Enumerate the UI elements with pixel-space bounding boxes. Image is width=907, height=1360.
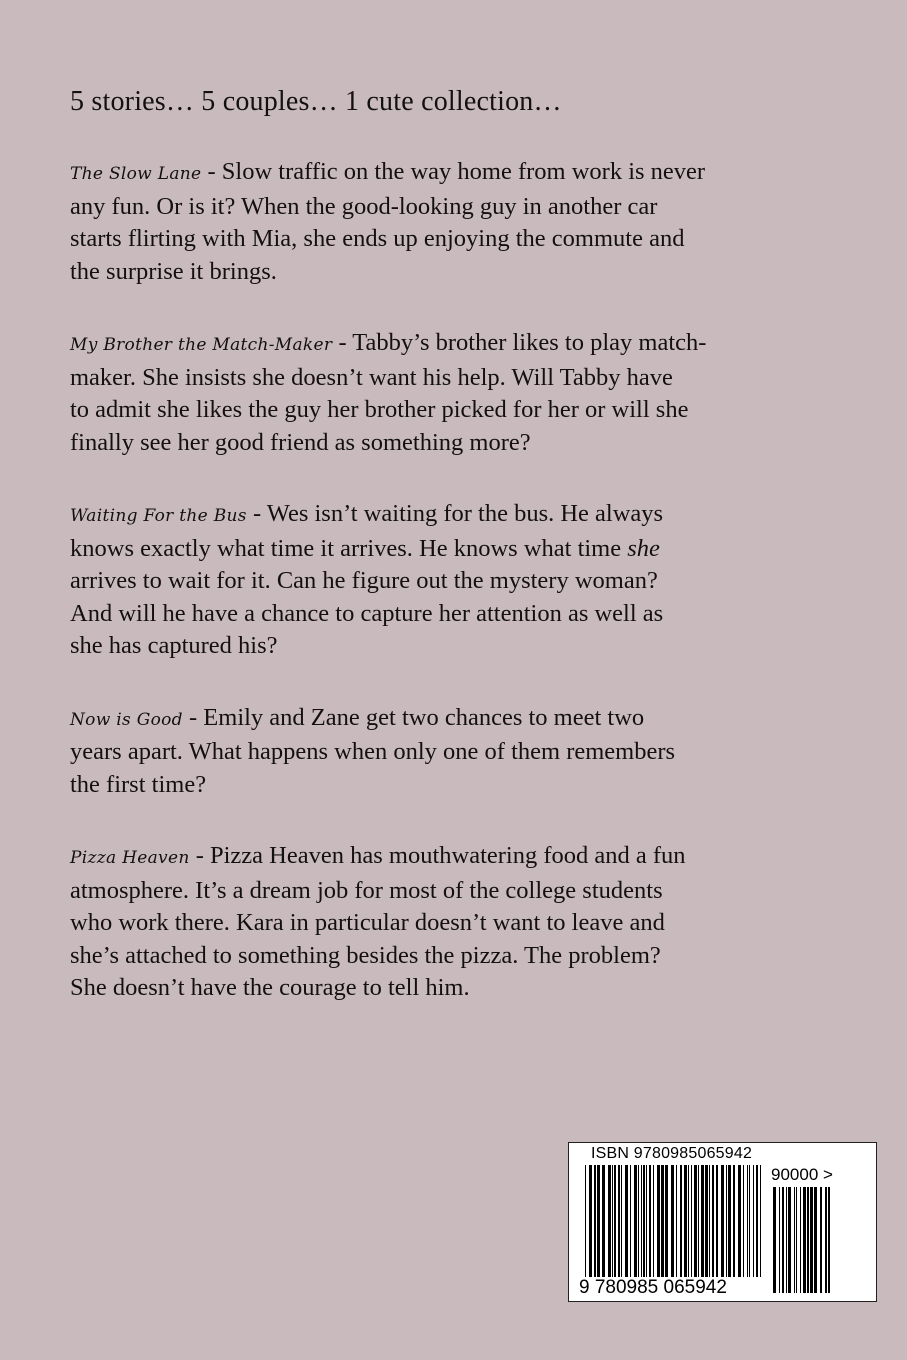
barcode-bar	[782, 1187, 784, 1293]
barcode-bar	[698, 1165, 699, 1283]
story-now-is-good	[70, 702, 850, 802]
story-line: She doesn’t have the courage to tell him.	[70, 974, 470, 1001]
barcode-bar	[676, 1165, 677, 1283]
story-line: And will he have a chance to capture her attention as well as	[70, 599, 664, 627]
barcode-bar	[684, 1165, 687, 1283]
barcode-bar	[597, 1165, 600, 1283]
barcode-bar	[747, 1165, 748, 1283]
separator: -	[182, 703, 204, 731]
barcode-bar	[709, 1165, 710, 1283]
barcode-bar	[638, 1165, 639, 1283]
barcode-bar	[665, 1165, 668, 1283]
barcode-bar	[630, 1165, 631, 1283]
barcode-bar	[614, 1165, 616, 1283]
story-pizza-heaven	[70, 840, 850, 1005]
story-title: Pizza Heaven	[70, 848, 190, 868]
barcode-bar	[625, 1165, 628, 1283]
barcode-bar	[705, 1165, 708, 1283]
story-text: Wes isn’t waiting for the bus. He always	[266, 500, 664, 527]
barcode-bar	[756, 1165, 758, 1283]
story-brother-match-maker	[70, 327, 850, 459]
barcode-bar	[743, 1165, 744, 1283]
barcode-bar	[796, 1187, 797, 1293]
story-line: arrives to wait for it. Can he figure out the mystery woman?	[70, 567, 658, 594]
story-line: she’s attached to something besides the pizza. The problem?	[70, 941, 661, 969]
story-line	[70, 702, 850, 737]
barcode-bar	[694, 1165, 697, 1283]
barcode-bar	[712, 1165, 714, 1283]
barcode-bar	[646, 1165, 647, 1283]
story-text: Emily and Zane get two chances to meet two	[203, 703, 645, 731]
story-title: My Brother the Match-Maker	[70, 335, 333, 355]
story-line: atmosphere. It’s a dream job for most of the college students	[70, 876, 663, 904]
isbn-digits: 9 780985 065942	[579, 1277, 767, 1299]
story-text: Pizza Heaven has mouthwatering food and a fun	[209, 842, 686, 869]
barcode-bar	[701, 1165, 704, 1283]
barcode-bar	[594, 1165, 596, 1283]
barcode-bar	[760, 1165, 761, 1283]
emphasis-text: she	[627, 534, 660, 562]
story-text: Slow traffic on the way home from work is never	[221, 158, 706, 185]
barcode-bar	[716, 1165, 718, 1283]
separator: -	[201, 158, 222, 185]
barcode-bar	[649, 1165, 651, 1283]
barcode-bar	[738, 1165, 741, 1283]
barcode-bar	[779, 1187, 780, 1293]
story-title: The Slow Lane	[70, 164, 202, 184]
barcode-bar	[810, 1187, 813, 1293]
barcode-bar	[828, 1187, 830, 1293]
story-line: starts flirting with Mia, she ends up enjoying the commute and	[70, 225, 685, 252]
story-line	[70, 327, 850, 362]
barcode-bar	[794, 1187, 795, 1293]
barcode-bar	[621, 1165, 622, 1283]
tagline: 5 stories… 5 couples… 1 cute collection…	[70, 86, 562, 117]
story-list	[70, 156, 850, 1044]
barcode-bar	[749, 1165, 750, 1283]
barcode-bar	[671, 1165, 674, 1283]
barcode-bar	[602, 1165, 605, 1283]
barcode-bars	[583, 1165, 763, 1283]
barcode-bar	[800, 1187, 801, 1293]
barcode-bar	[641, 1165, 642, 1283]
barcode-bar	[786, 1187, 787, 1293]
story-line	[70, 156, 850, 191]
barcode-bar	[657, 1165, 660, 1283]
barcode-bar	[653, 1165, 654, 1283]
barcode-bar	[612, 1165, 613, 1283]
story-line: any fun. Or is it? When the good-looking guy in another car	[70, 192, 658, 220]
separator: -	[189, 842, 210, 869]
story-line: she has captured his?	[70, 632, 278, 659]
story-waiting-for-bus	[70, 498, 850, 663]
story-line: who work there. Kara in particular doesn’t want to leave and	[70, 909, 665, 936]
story-title: Now is Good	[70, 709, 183, 730]
separator: -	[332, 329, 353, 356]
separator: -	[246, 500, 267, 527]
barcode-bar	[728, 1165, 731, 1283]
barcode-bar	[814, 1187, 817, 1293]
barcode-bar	[825, 1187, 827, 1293]
price-code: 90000 >	[771, 1165, 833, 1184]
story-line: maker. She insists she doesn’t want his help. Will Tabby have	[70, 363, 673, 391]
barcode-bar	[733, 1165, 735, 1283]
barcode-bar	[618, 1165, 620, 1283]
story-line: finally see her good friend as something more?	[70, 428, 531, 456]
barcode-bar	[807, 1187, 809, 1293]
story-line	[70, 498, 850, 533]
isbn-barcode	[568, 1142, 877, 1302]
barcode-bar	[721, 1165, 724, 1283]
story-line: the surprise it brings.	[70, 257, 277, 285]
barcode-bar	[803, 1187, 806, 1293]
barcode-bar	[726, 1165, 727, 1283]
barcode-bar	[680, 1165, 682, 1283]
story-line	[70, 533, 850, 566]
story-line: years apart. What happens when only one of them remembers	[70, 738, 676, 765]
story-text: Tabby’s brother likes to play match-	[352, 329, 707, 356]
isbn-label: ISBN 9780985065942	[591, 1145, 753, 1162]
barcode-bar	[773, 1187, 776, 1293]
barcode-bar	[691, 1165, 692, 1283]
barcode-bar	[608, 1165, 611, 1283]
barcode-bar	[643, 1165, 645, 1283]
barcode-bar	[753, 1165, 754, 1283]
barcode-bar	[589, 1165, 592, 1283]
barcode-bar	[788, 1187, 791, 1293]
story-line: to admit she likes the guy her brother picked for her or will she	[70, 396, 689, 423]
barcode-bar	[820, 1187, 822, 1293]
barcode-bar	[688, 1165, 689, 1283]
barcode-bar	[661, 1165, 664, 1283]
barcode-bar	[634, 1165, 637, 1283]
story-title: Waiting For the Bus	[70, 506, 247, 526]
story-line	[70, 840, 850, 875]
story-slow-lane	[70, 156, 850, 288]
story-line: the first time?	[70, 770, 207, 798]
addon-barcode-bars	[771, 1187, 831, 1293]
barcode-bar	[585, 1165, 586, 1283]
story-text: knows exactly what time it arrives. He knows what time	[70, 534, 622, 562]
